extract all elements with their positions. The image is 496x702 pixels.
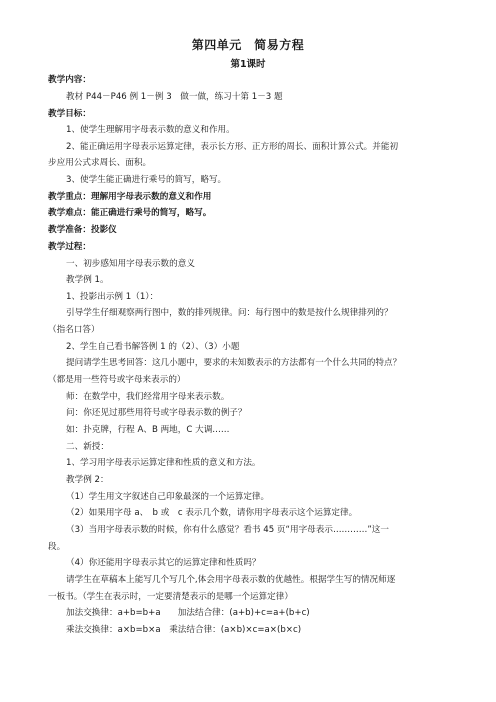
process-line: 2、学生自己看书解答例 1 的（2）、（3）小题 bbox=[66, 342, 240, 352]
process-line: （2）如果用字母 a、 b 或 c 表示几个数，请你用字母表示这个运算定律。 bbox=[66, 508, 358, 518]
formula-addition: 加法交换律：a+b=b+a 加法结合律：(a+b)+c=a+(b+c) bbox=[66, 608, 310, 618]
process-line: 引导学生仔细观察两行图中，数的排列规律。问：每行图中的数是按什么规律排列的？ bbox=[66, 308, 393, 318]
objective-1: 1、使学生理解用字母表示数的意义和作用。 bbox=[66, 125, 235, 135]
teaching-prep: 教学准备：投影仪 bbox=[48, 225, 117, 235]
objective-2-cont: 步应用公式求周长、面积。 bbox=[48, 158, 152, 168]
page-title: 第四单元 简易方程 bbox=[191, 38, 305, 52]
process-line: 请学生在草稿本上能写几个写几个,体会用字母表示数的优越性。根据学生写的情况师逐 bbox=[66, 575, 396, 585]
objective-2: 2、能正确运用字母表示运算定律，表示长方形、正方形的周长、面积计算公式。并能初 bbox=[66, 142, 399, 152]
process-line: （3）当用字母表示数的时候，你有什么感觉？看书 45 页“用字母表示…………”这一 bbox=[66, 525, 389, 535]
process-line: （都是用一些符号或字母来表示的） bbox=[48, 375, 186, 385]
process-line: 一板书。（学生在表示时，一定要清楚表示的是哪一个运算定律） bbox=[48, 592, 293, 602]
difficult-point: 教学难点：能正确进行乘号的简写，略写。 bbox=[48, 208, 212, 218]
key-point: 教学重点：理解用字母表示数的意义和作用 bbox=[48, 192, 212, 202]
formula-multiplication: 乘法交换律：a×b=b×a 乘法结合律：(a×b)×c=a×(b×c) bbox=[66, 625, 302, 635]
lesson-subtitle: 第1课时 bbox=[230, 59, 266, 70]
process-line: （4）你还能用字母表示其它的运算定律和性质吗？ bbox=[66, 558, 261, 568]
section-heading-objectives: 教学目标： bbox=[48, 109, 91, 119]
objective-3: 3、使学生能正确进行乘号的简写，略写。 bbox=[66, 175, 227, 185]
content-text: 教材 P44－P46 例 1－例 3 做一做，练习十第 1－3 题 bbox=[66, 92, 283, 102]
process-line: 提问请学生思考回答：这几小题中，要求的未知数表示的方法都有一个什么共同的特点？ bbox=[66, 358, 402, 368]
process-line: 1、投影出示例 1（1）： bbox=[66, 292, 159, 302]
process-part-1: 一、初步感知用字母表示数的意义 bbox=[66, 259, 195, 269]
section-heading-content: 教学内容： bbox=[48, 75, 91, 85]
process-line: 教学例 2： bbox=[66, 475, 109, 485]
process-part-2: 二、新授： bbox=[66, 442, 109, 452]
process-line: 如：扑克牌，行程 A、B 两地，C 大调…… bbox=[66, 425, 230, 435]
process-line: 师：在数学中，我们经常用字母来表示数。 bbox=[66, 392, 230, 402]
section-heading-process: 教学过程： bbox=[48, 242, 91, 252]
process-line: （1）学生用文字叙述自己印象最深的一个运算定律。 bbox=[66, 492, 270, 502]
process-line: 1、学习用字母表示运算定律和性质的意义和方法。 bbox=[66, 458, 261, 468]
process-line: 段。 bbox=[48, 542, 66, 552]
process-line: 教学例 1。 bbox=[66, 275, 109, 285]
process-line: （指名口答） bbox=[48, 325, 100, 335]
process-line: 问：你还见过那些用符号或字母表示数的例子？ bbox=[66, 408, 247, 418]
